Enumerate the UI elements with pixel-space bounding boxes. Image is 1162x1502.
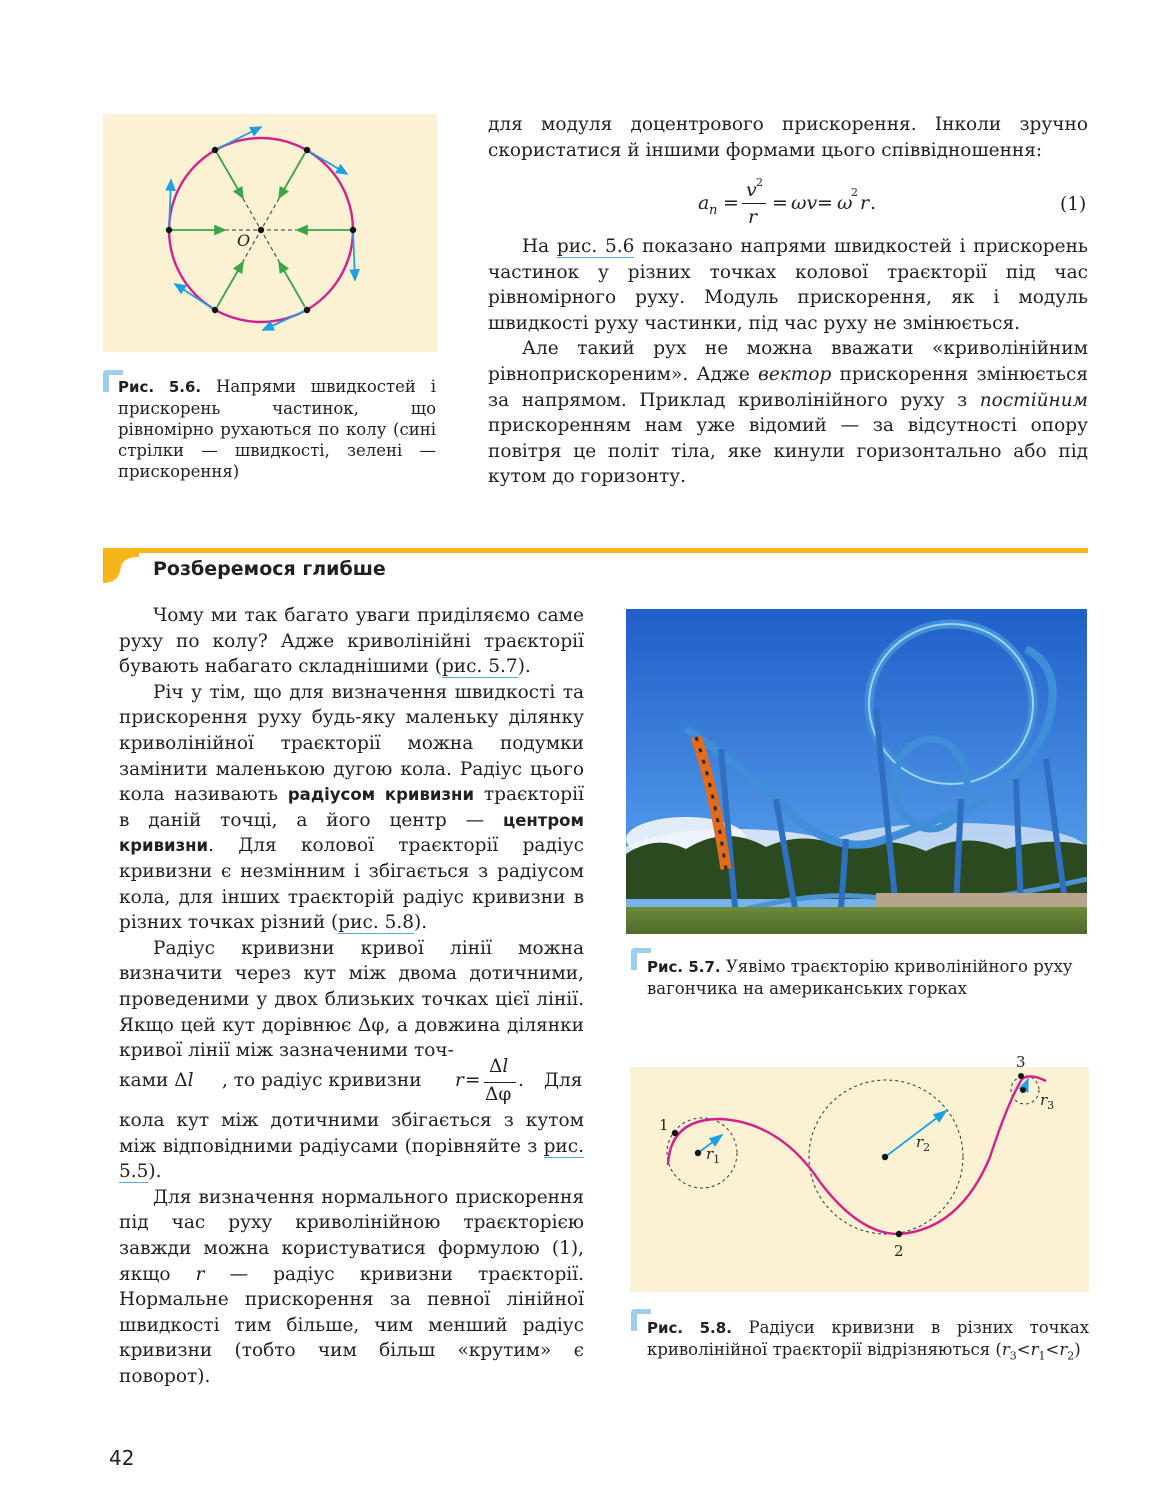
left-column-text-2 [119, 1108, 584, 1390]
figure-5-7-photo [626, 609, 1087, 934]
top-right-text-2 [488, 234, 1088, 490]
curvature-formula-line: ками Δl , то радіус кривизни r = Δl Δφ . Для [119, 1056, 583, 1105]
caption-label: Рис. 5.8. [647, 1319, 732, 1337]
svg-text:r1: $r_1$ [706, 1145, 721, 1166]
caption-text: Уявімо траєкторію криволінійного руху вагончика на американських горках [647, 957, 1073, 998]
paragraph: для модуля доцентрового прискорення. Інколи зручно скористатися й іншими формами цього співвідношення: [488, 114, 1088, 161]
svg-text:r3: $r_3$ [1040, 1091, 1055, 1112]
circle-motion-diagram [103, 114, 437, 352]
paragraph: кола кут між дотичними збігається з кутом між відповідними радіусами (порівняйте з рис. 5.5). [119, 1110, 584, 1183]
formula-number: (1) [1060, 194, 1087, 215]
figure-5-6-caption [118, 376, 436, 482]
section-title: Розберемося глибше [153, 558, 386, 580]
left-column-text [119, 603, 584, 1064]
paragraph: Радіус кривизни кривої лінії можна визначити через кут між двома дотичними, проведеними у двох близьких точках цієї лінії. Якщо цей кут дорівнює Δφ, а довжина ділянки кривої лінії між зазначеними точ- [119, 937, 584, 1062]
figure-reference-link[interactable]: рис. 5.5 [119, 1135, 584, 1183]
figure-reference-link[interactable]: рис. 5.7 [441, 656, 518, 678]
caption-label: Рис. 5.6. [118, 378, 202, 396]
curvature-radii-diagram [630, 1047, 1089, 1292]
paragraph: Річ у тім, що для визначення швидкості та прискорення руху будь-яку маленьку ділянку криволінійної траєкторії можна подумки замінити маленькою дугою кола. Радіус цього кола називають радіусом кривизни траєкторії в даній точці, а його центр — центром кривизни. Для колової траєкторії радіус кривизни є незмінним і збігається з радіусом кола, для інших траєкторій радіус кривизни в різних точках різний (рис. 5.8). [119, 681, 584, 934]
center-label: O [237, 231, 251, 250]
figure-5-8-caption: Рис. 5.8. Радіуси кривизни в різних точках криволінійної траєкторії відрізняються $(r_3<r_1<r_2)$ [647, 1318, 1090, 1363]
paragraph: На рис. 5.6 показано напрями швидкостей і прискорень частинок у різних точках колової траєкторії під час рівномірного руху. Модуль прискорення, як і модуль швидкості руху частинки, під час руху не змінюється. [488, 236, 1089, 334]
point-label: 3 [1016, 1053, 1026, 1071]
point-label: 1 [659, 1116, 669, 1134]
formula-1: a n = v 2 r = ωv = ω 2 r . [698, 176, 877, 228]
caption-text: Напрями швидкостей і прискорень частинок, що рівномірно рухаються по колу (сині стрілки — швидкості, зелені — прискорення) [118, 377, 436, 481]
figure-reference-link[interactable]: рис. 5.8 [338, 912, 414, 934]
page-number: 42 [109, 1446, 135, 1470]
figure-5-7-caption [647, 956, 1089, 999]
section-header-bar [103, 548, 1088, 553]
caption-text: Радіуси кривизни в різних точках криволінійної траєкторії відрізняються ( [647, 1318, 1090, 1359]
caption-label: Рис. 5.7. [647, 958, 721, 976]
paragraph: Чому ми так багато уваги приділяємо саме руху по колу? Адже криволінійні траєкторії бувають набагато складнішими (рис. 5.7). [119, 605, 584, 678]
figure-reference-link[interactable]: рис. 5.6 [556, 236, 635, 257]
section-header-tab [103, 553, 139, 583]
svg-text:r2: $r_2$ [916, 1133, 931, 1154]
top-right-text [488, 112, 1088, 163]
roller-coaster-image [626, 609, 1087, 934]
point-label: 2 [894, 1242, 904, 1260]
figure-5-6 [103, 114, 437, 352]
paragraph: Але такий рух не можна вважати «криволінійним рівноприскореним». Адже вектор прискорення змінюється за напрямом. Приклад криволінійного руху з постійним прискоренням нам уже відомий — за відсутності опору повітря це політ тіла, яке кинули горизонтально або під кутом до горизонту. [488, 338, 1088, 488]
paragraph: Для визначення нормального прискорення під час руху криволінійною траєкторією завжди можна користуватися формулою (1), якщо r — радіус кривизни траєкторії. Нормальне прискорення за певної лінійної швидкості тим більше, чим менший радіус кривизни (тобто чим більш «крутим» є поворот). [119, 1186, 585, 1387]
